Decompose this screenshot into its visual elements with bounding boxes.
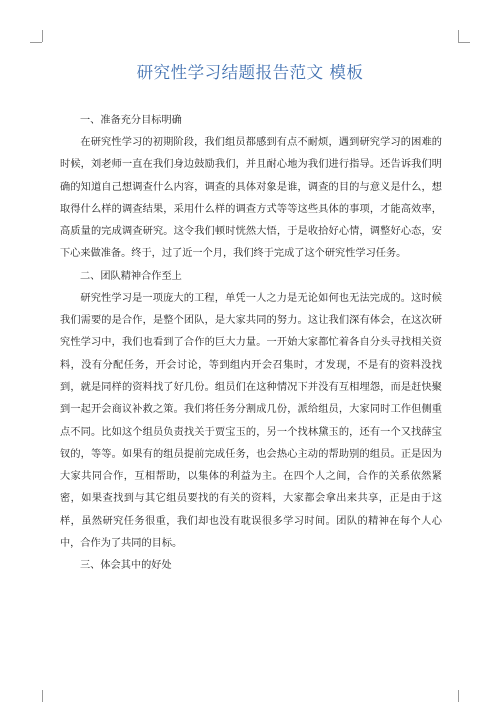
crop-mark-top-right-v xyxy=(458,30,459,42)
section-heading: 二、团队精神合作至上 xyxy=(80,270,182,282)
crop-mark-bottom-left-v xyxy=(42,690,43,702)
section-paragraph: 在研究性学习的初期阶段，我们组员都感到有点不耐烦，遇到研究学习的困难的时候，刘老师一直在我们身边鼓励我们，并且耐心地为我们进行指导。还告诉我们明确的知道自己想调查什么内容，调查的具体对象是谁，调查的目的与意义是什么，想取得什么样的调查结果，采用什么样的调查方式等等这些具体的事项，才能高效率，高质量的完成调查研究。这令我们顿时恍然大悟，于是收拾好心情，调整好心态，安下心来做准备。终于，过了近一个月，我们终于完成了这个研究性学习任务。 xyxy=(60,137,442,260)
crop-mark-top-right-h xyxy=(458,42,470,43)
document-body xyxy=(60,110,442,577)
section-heading: 三、体会其中的好处 xyxy=(80,560,172,572)
section xyxy=(60,110,442,266)
crop-mark-top-left-h xyxy=(30,42,42,43)
crop-mark-bottom-right-v xyxy=(458,690,459,702)
section xyxy=(60,266,442,556)
section-heading: 一、准备充分目标明确 xyxy=(80,115,182,126)
crop-mark-top-left-v xyxy=(42,30,43,42)
section xyxy=(60,555,442,577)
document-title: 研究性学习结题报告范文 模板 xyxy=(136,63,364,82)
section-paragraph: 研究性学习是一项庞大的工程，单凭一人之力是无论如何也无法完成的。这时候我们需要的是合作，是整个团队，是大家共同的努力。这让我们深有体会，在这次研究性学习中，我们也看到了合作的巨大力量。一开始大家都忙着各自分头寻找相关资料，没有分配任务，开会讨论，等到组内开会召集时，才发现，不是有的资料没找到，就是同样的资料找了好几份。组员们在这种情况下并没有互相埋怨，而是赶快聚到一起开会商议补救之策。我们将任务分割成几份，派给组员，大家同时工作但侧重点不同。比如这个组员负责找关于贾宝玉的，另一个找林黛玉的，还有一个又找薛宝钗的，等等。如果有的组员提前完成任务，也会热心主动的帮助别的组员。正是因为大家共同合作，互相帮助，以集体的利益为主。在四个人之间，合作的关系依然紧密，如果查找到与其它组员要找的有关的资料，大家都会拿出来共享，正是由于这样，虽然研究任务很重，我们却也没有耽误很多学习时间。团队的精神在每个人心中，合作为了共同的目标。 xyxy=(60,292,442,550)
